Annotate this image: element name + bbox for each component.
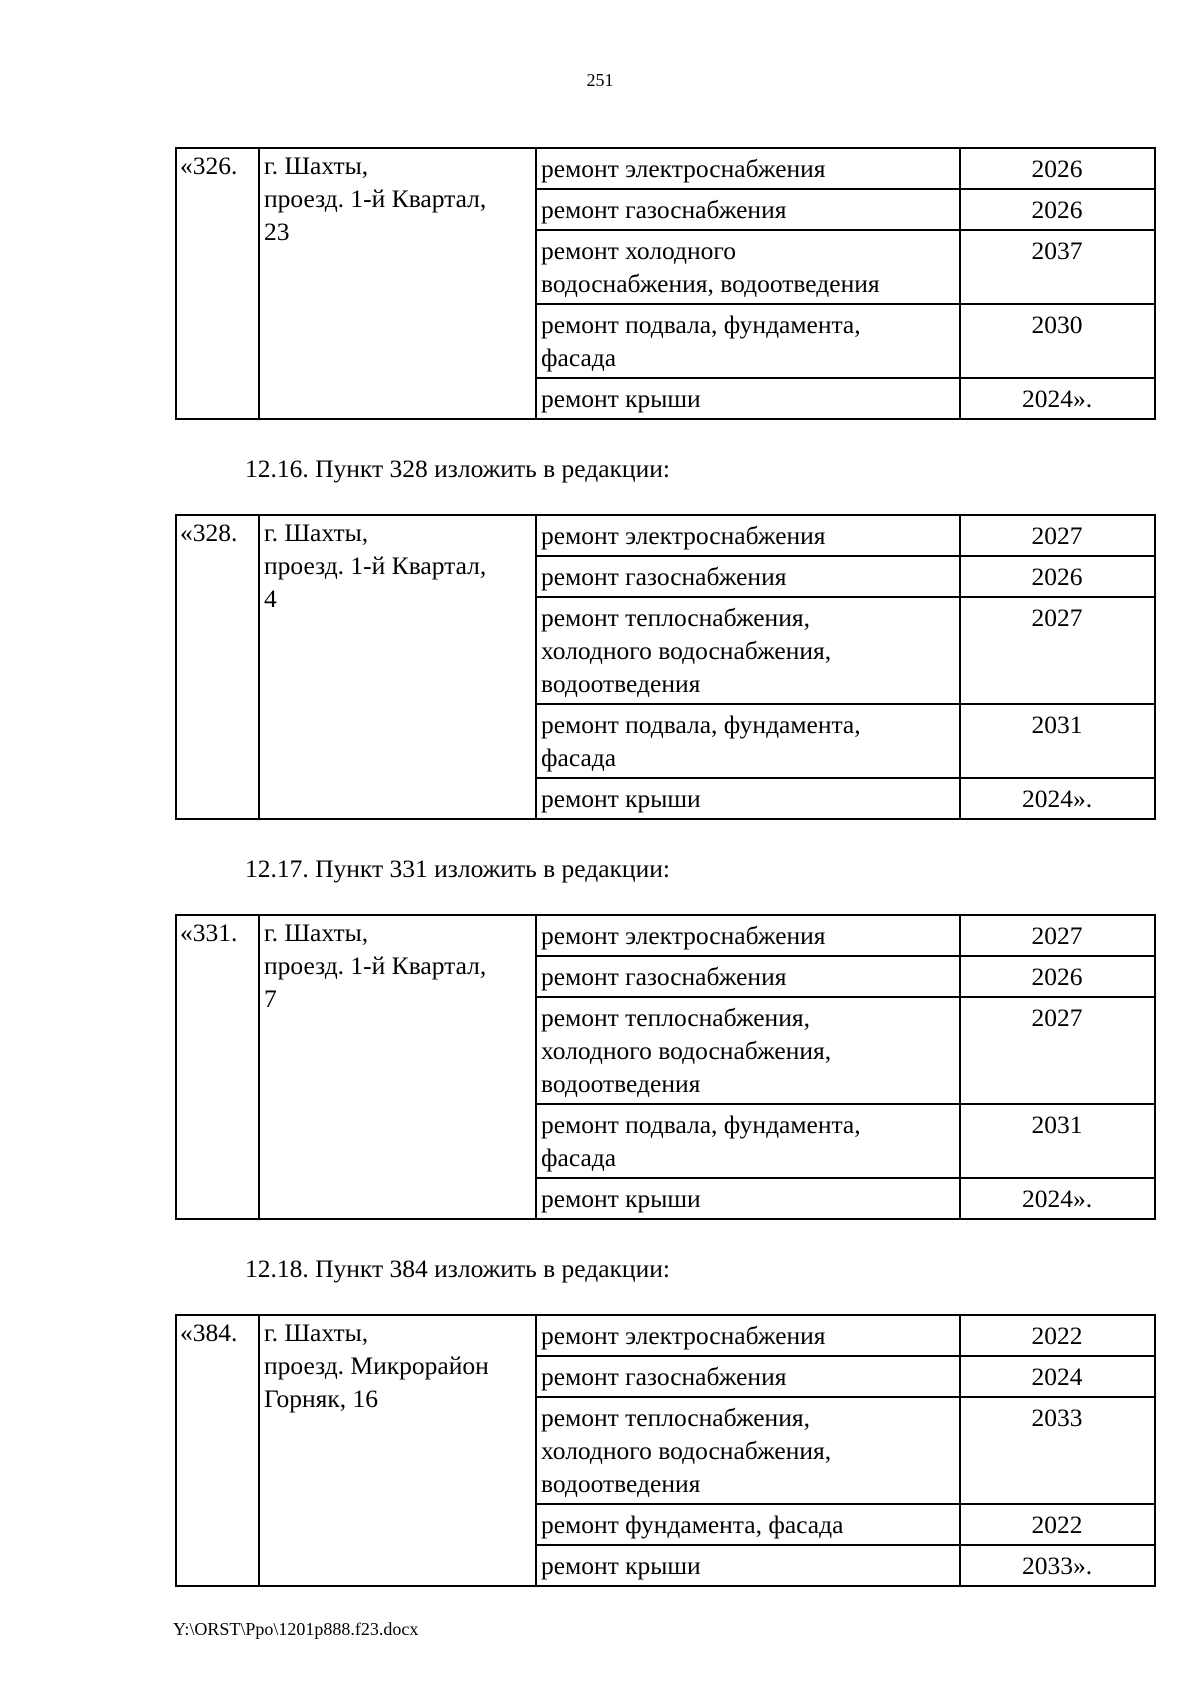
year-cell: 2024». [960,778,1155,819]
table-row [176,148,1155,189]
year-cell: 2026 [960,956,1155,997]
year-cell: 2027 [960,997,1155,1104]
year-cell: 2033». [960,1545,1155,1586]
year-cell: 2031 [960,704,1155,778]
amendment-table [175,1314,1156,1587]
year-cell: 2022 [960,1315,1155,1356]
amendment-table [175,914,1156,1220]
year-cell: 2026 [960,556,1155,597]
item-number: «331. [176,915,259,1219]
address-cell: г. Шахты, проезд. Микрорайон Горняк, 16 [259,1315,536,1586]
year-cell: 2027 [960,515,1155,556]
work-type-cell: ремонт электроснабжения [536,148,960,189]
amendment-table [175,147,1156,420]
work-type-cell: ремонт холодного водоснабжения, водоотведения [536,230,960,304]
item-number: «326. [176,148,259,419]
work-type-cell: ремонт подвала, фундамента, фасада [536,304,960,378]
table-row [176,915,1155,956]
year-cell: 2026 [960,148,1155,189]
item-number: «328. [176,515,259,819]
year-cell: 2027 [960,597,1155,704]
address-cell: г. Шахты, проезд. 1-й Квартал, 7 [259,915,536,1219]
year-cell: 2031 [960,1104,1155,1178]
work-type-cell: ремонт электроснабжения [536,1315,960,1356]
section-heading: 12.18. Пункт 384 изложить в редакции: [245,1254,670,1283]
work-type-cell: ремонт крыши [536,1178,960,1219]
work-type-cell: ремонт электроснабжения [536,915,960,956]
year-cell: 2026 [960,189,1155,230]
year-cell: 2030 [960,304,1155,378]
address-cell: г. Шахты, проезд. 1-й Квартал, 23 [259,148,536,419]
work-type-cell: ремонт фундамента, фасада [536,1504,960,1545]
work-type-cell: ремонт газоснабжения [536,1356,960,1397]
work-type-cell: ремонт крыши [536,378,960,419]
section-heading: 12.17. Пункт 331 изложить в редакции: [245,854,670,883]
work-type-cell: ремонт крыши [536,778,960,819]
item-number: «384. [176,1315,259,1586]
work-type-cell: ремонт теплоснабжения, холодного водоснабжения, водоотведения [536,997,960,1104]
footer-file-path: Y:\ORST\Ppo\1201p888.f23.docx [173,1619,419,1639]
work-type-cell: ремонт электроснабжения [536,515,960,556]
amendment-table [175,514,1156,820]
work-type-cell: ремонт газоснабжения [536,956,960,997]
year-cell: 2033 [960,1397,1155,1504]
year-cell: 2022 [960,1504,1155,1545]
year-cell: 2024». [960,1178,1155,1219]
work-type-cell: ремонт крыши [536,1545,960,1586]
work-type-cell: ремонт теплоснабжения, холодного водоснабжения, водоотведения [536,597,960,704]
table-row [176,1315,1155,1356]
work-type-cell: ремонт подвала, фундамента, фасада [536,704,960,778]
year-cell: 2024». [960,378,1155,419]
work-type-cell: ремонт теплоснабжения, холодного водоснабжения, водоотведения [536,1397,960,1504]
year-cell: 2024 [960,1356,1155,1397]
table-row [176,515,1155,556]
year-cell: 2027 [960,915,1155,956]
section-heading: 12.16. Пункт 328 изложить в редакции: [245,454,670,483]
work-type-cell: ремонт газоснабжения [536,189,960,230]
year-cell: 2037 [960,230,1155,304]
page-number: 251 [586,70,614,90]
work-type-cell: ремонт подвала, фундамента, фасада [536,1104,960,1178]
work-type-cell: ремонт газоснабжения [536,556,960,597]
address-cell: г. Шахты, проезд. 1-й Квартал, 4 [259,515,536,819]
